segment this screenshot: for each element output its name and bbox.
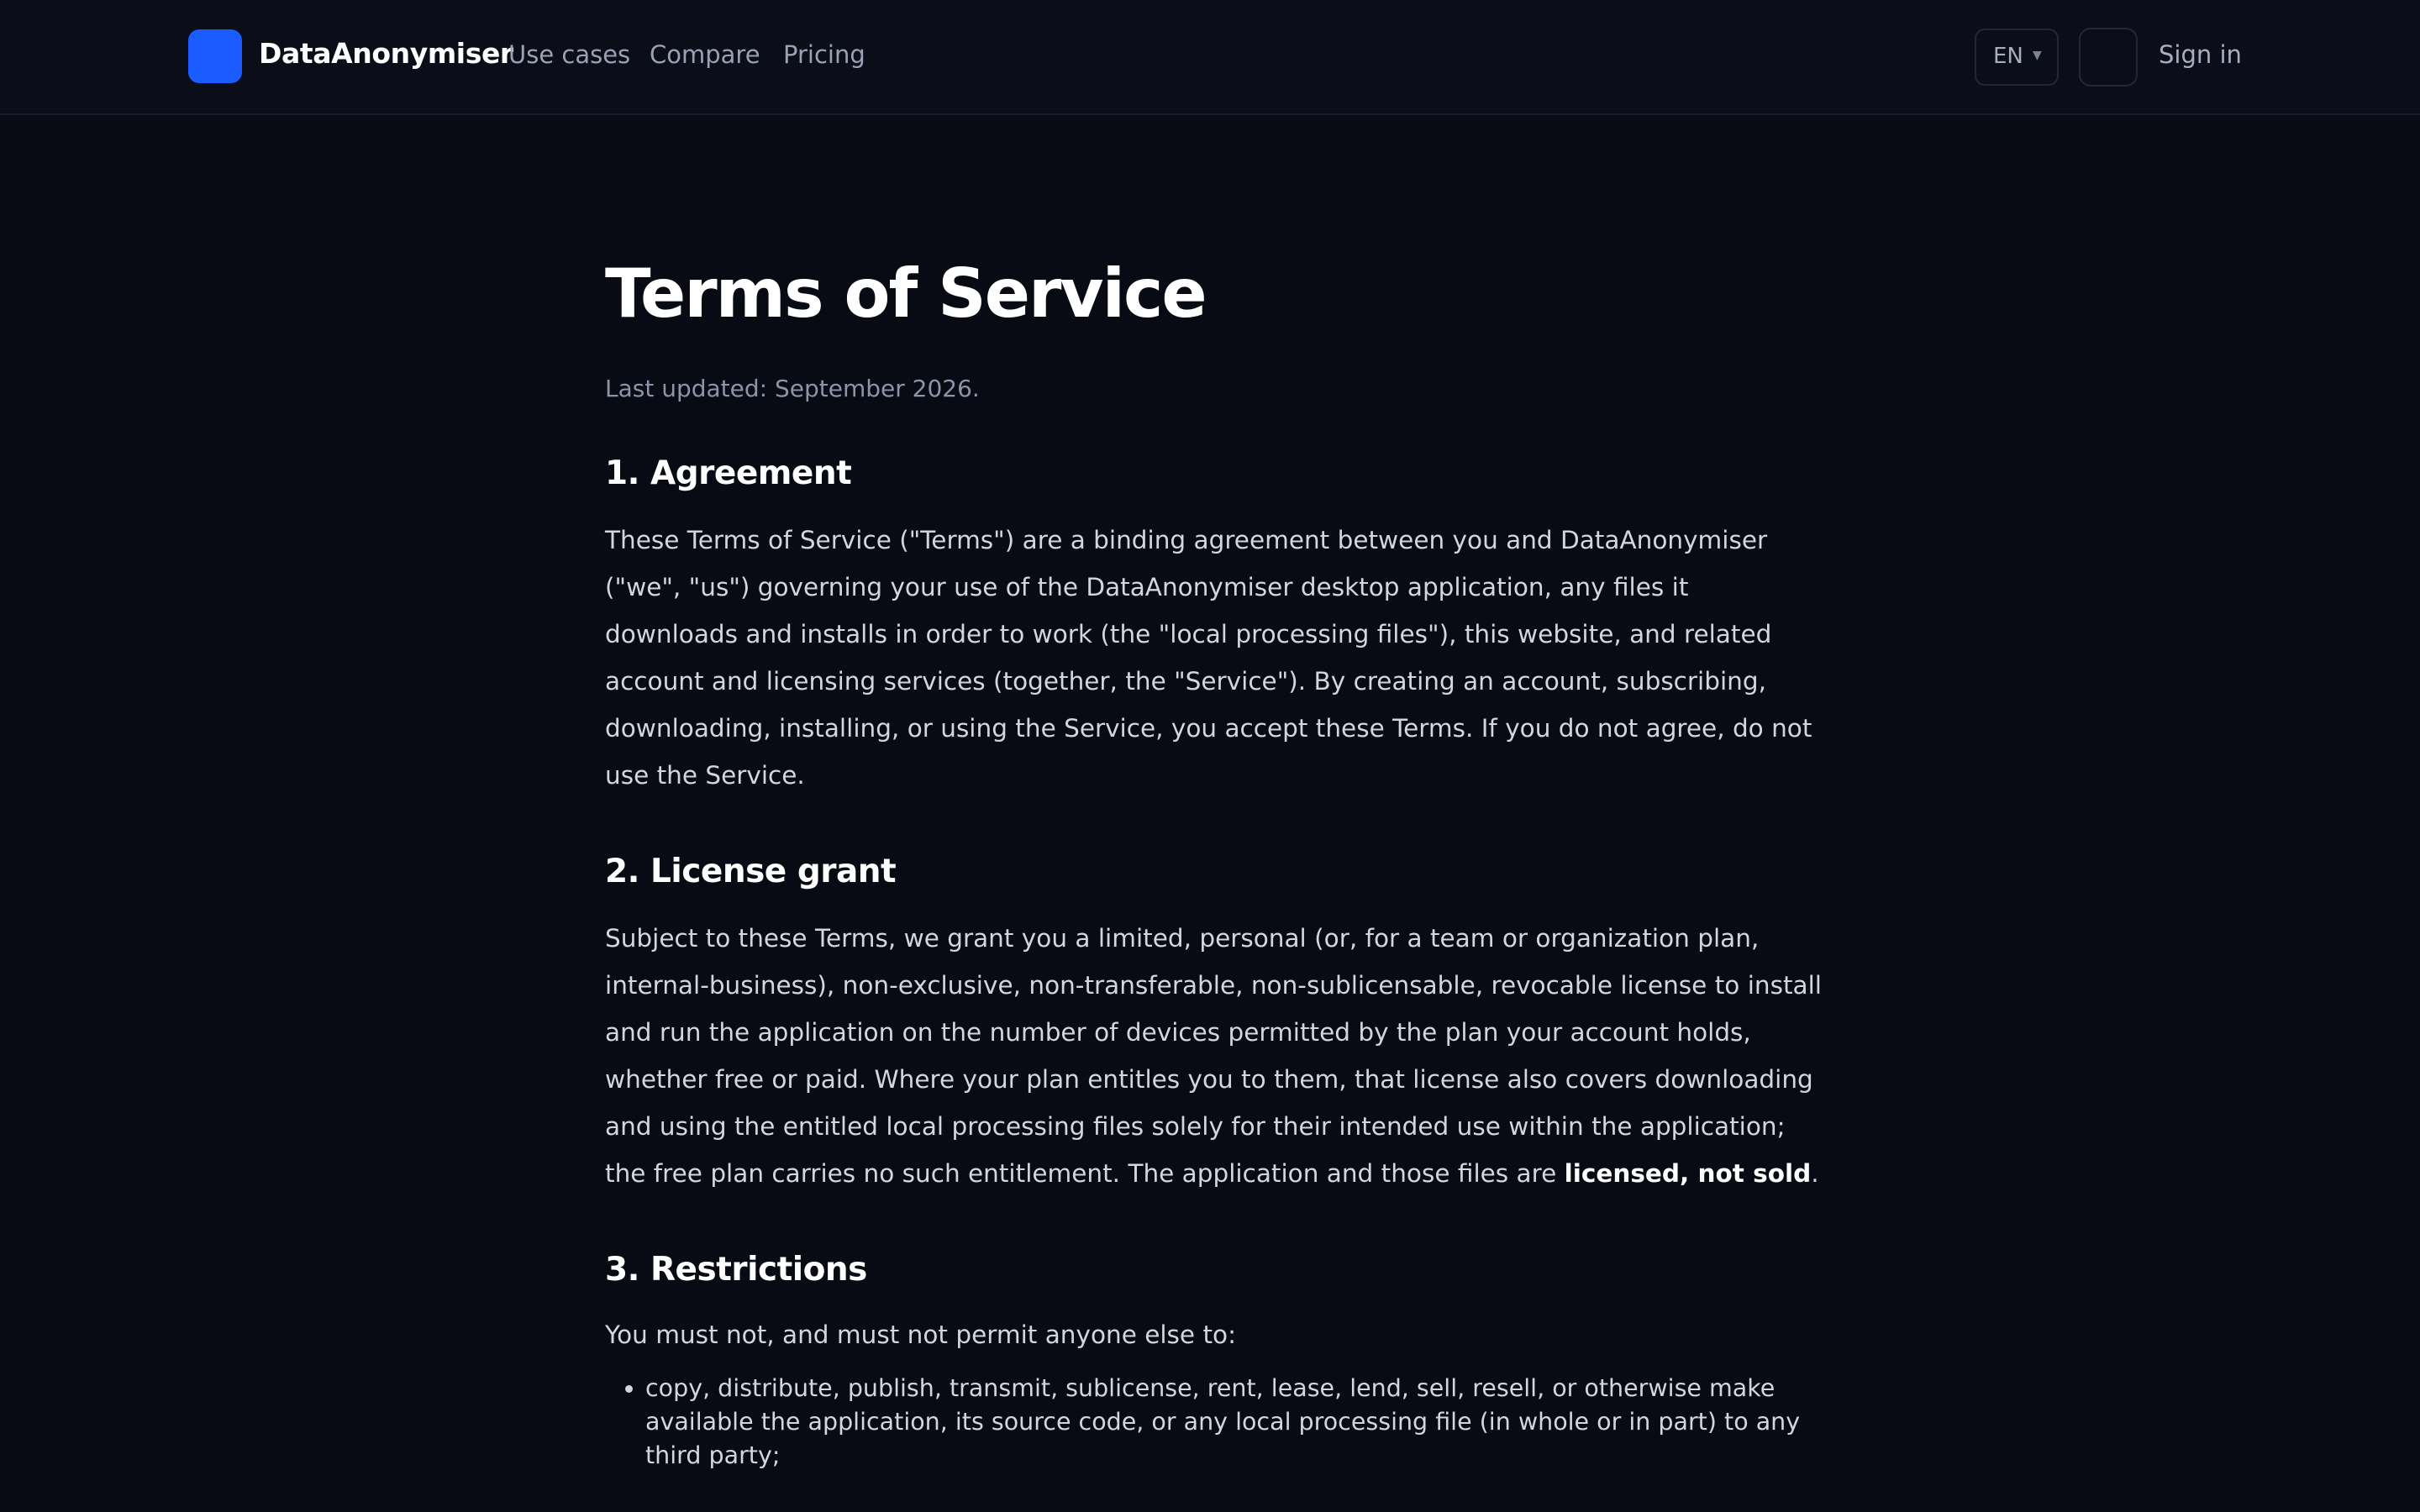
section-restrictions [605,1249,1823,1473]
section-license-grant [605,851,1823,1197]
section-heading: 2. License grant [605,853,897,890]
language-selector[interactable] [1975,29,2059,86]
brand-name[interactable]: DataAnonymiser [259,37,513,70]
section-heading: 3. Restrictions [605,1251,867,1289]
section-heading: 1. Agreement [605,454,852,492]
section-lead: You must not, and must not permit anyone else to: [605,1320,1237,1349]
nav-link-pricing[interactable]: Pricing [783,40,865,69]
theme-toggle-button[interactable] [2079,28,2138,87]
section-agreement [605,453,1823,799]
section-body-text: Subject to these Terms, we grant you a limited, personal (or, for a team or organization plan, internal-business), non-exclusive, non-transferable, non-sublicensable, revocable license to install and run the application on the number of devices permitted by the plan your account holds, whether free or paid. Where your plan entitles you to them, that license also covers downloading and using the entitled local processing files solely for their intended use within the application; the free plan carries no such entitlement. The application and those files are [605,924,1822,1188]
brand-logo-icon[interactable] [188,29,242,83]
last-updated-text: Last updated: September 2026. [605,375,980,402]
sign-in-link[interactable]: Sign in [2159,40,2242,69]
list-item: • copy, distribute, publish, transmit, sublicense, rent, lease, lend, sell, resell, or otherwise make available the application, its source code, or any local processing file (in whole or in part) to any third party; [645,1372,1823,1473]
section-body-emphasis: licensed, not sold [1564,1159,1812,1188]
section-body-end: . [1811,1159,1819,1188]
nav-link-compare[interactable]: Compare [650,40,760,69]
chevron-down-icon: ▼ [2033,49,2042,62]
top-navigation-bar [0,0,2420,115]
section-body [605,915,1823,1197]
restrictions-list [605,1372,1823,1473]
section-body: These Terms of Service ("Terms") are a binding agreement between you and DataAnonymiser ("we", "us") governing your use of the DataAnonymiser desktop application, any files it downloads and installs in order to work (the "local processing files"), this website, and related account and licensing services (together, the "Service"). By creating an account, subscribing, downloading, installing, or using the Service, you accept these Terms. If you do not agree, do not use the Service. [605,526,1812,790]
page-title: Terms of Service [605,255,1206,333]
language-code: EN [1993,44,2023,69]
nav-link-use-cases[interactable]: Use cases [508,40,631,69]
terms-document [605,252,1823,1473]
